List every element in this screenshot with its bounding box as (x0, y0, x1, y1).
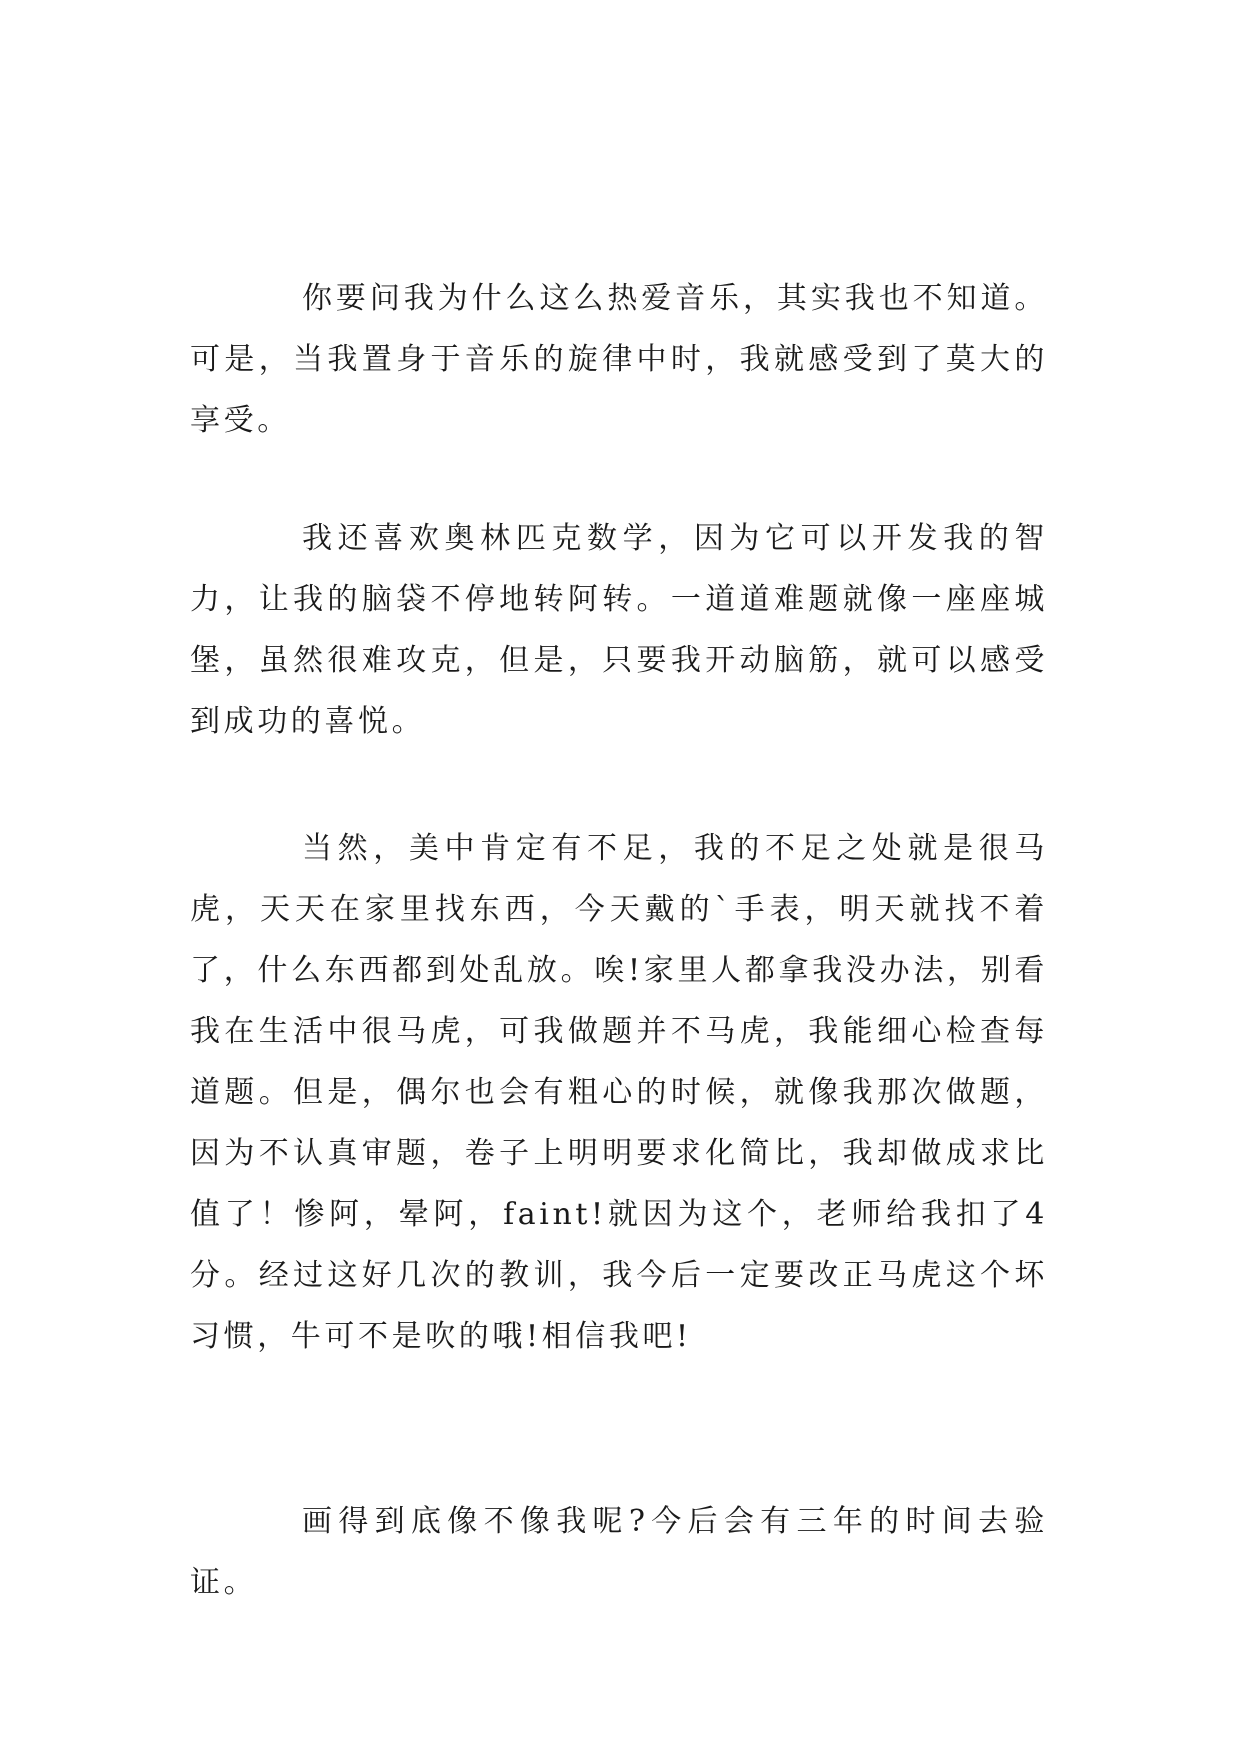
paragraph-olympiad-math: 我还喜欢奥林匹克数学，因为它可以开发我的智力，让我的脑袋不停地转阿转。一道道难题就像一座座城堡，虽然很难攻克，但是，只要我开动脑筋，就可以感受到成功的喜悦。 (190, 521, 1048, 739)
paragraph-shortcoming: 当然，美中肯定有不足，我的不足之处就是很马虎，天天在家里找东西，今天戴的`手表，明天就找不着了，什么东西都到处乱放。唉!家里人都拿我没办法，别看我在生活中很马虎，可我做题并不马虎，我能细心检查每道题。但是，偶尔也会有粗心的时候，就像我那次做题，因为不认真审题，卷子上明明要求化简比，我却做成求比值了！惨阿，晕阿，faint!就因为这个，老师给我扣了4分。经过这好几次的教训，我今后一定要改正马虎这个坏习惯，牛可不是吹的哦!相信我吧! (190, 831, 1048, 1354)
paragraph-conclusion: 画得到底像不像我呢?今后会有三年的时间去验证。 (190, 1504, 1048, 1600)
paragraph-music: 你要问我为什么这么热爱音乐，其实我也不知道。可是，当我置身于音乐的旋律中时，我就感受到了莫大的享受。 (190, 281, 1048, 438)
